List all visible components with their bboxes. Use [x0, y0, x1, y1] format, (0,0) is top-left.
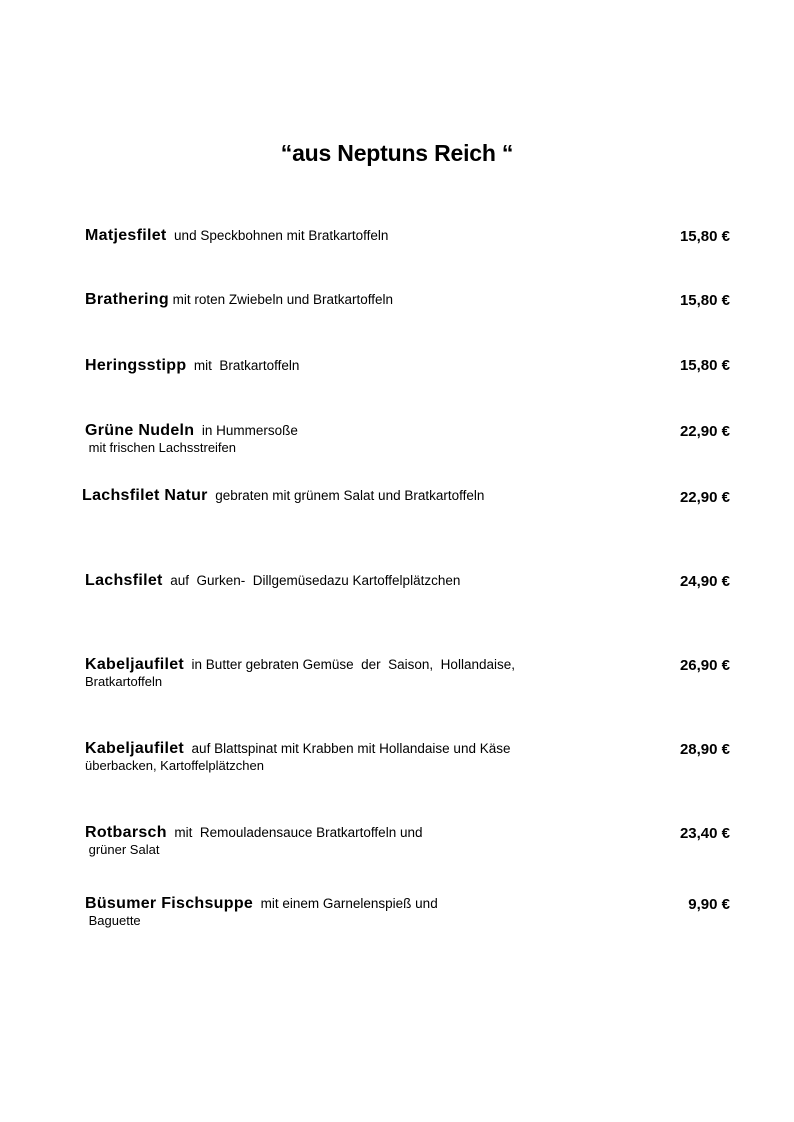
menu-item: [85, 895, 685, 929]
menu-item: [82, 487, 682, 505]
menu-item: [85, 740, 685, 774]
dish-price: 15,80 €: [679, 357, 730, 374]
menu-item-line: [85, 291, 685, 309]
menu-item-line: [85, 572, 685, 590]
dish-name: Heringsstipp: [85, 357, 187, 374]
dish-description: und Speckbohnen mit Bratkartoffeln: [166, 228, 389, 243]
menu-item-line: [85, 895, 685, 913]
dish-name: Kabeljaufilet: [85, 656, 185, 673]
dish-name: Matjesfilet: [85, 227, 167, 244]
dish-description-continued: Bratkartoffeln: [85, 674, 163, 689]
dish-price: 28,90 €: [679, 741, 730, 758]
dish-description-continued: mit frischen Lachsstreifen: [85, 440, 237, 455]
menu-item-line: [85, 227, 685, 245]
menu-item: [85, 572, 685, 590]
dish-name: Kabeljaufilet: [85, 740, 185, 757]
dish-price: 26,90 €: [679, 657, 730, 674]
dish-description: mit Remouladensauce Bratkartoffeln und: [166, 825, 423, 840]
dish-description: gebraten mit grünem Salat und Bratkartoffeln: [207, 488, 485, 503]
dish-description: mit Bratkartoffeln: [186, 358, 300, 373]
dish-price: 23,40 €: [679, 825, 730, 842]
dish-description: mit roten Zwiebeln und Bratkartoffeln: [168, 292, 394, 307]
dish-name: Rotbarsch: [85, 824, 167, 841]
dish-description: mit einem Garnelenspieß und: [253, 896, 438, 911]
menu-item-line: [85, 740, 685, 758]
dish-name: Grüne Nudeln: [85, 422, 195, 439]
menu-item: [85, 227, 685, 245]
dish-price: 24,90 €: [679, 573, 730, 590]
dish-description: in Butter gebraten Gemüse der Saison, Hollandaise,: [184, 657, 515, 672]
menu-item: [85, 824, 685, 858]
menu-item: [85, 357, 685, 375]
menu-item-line: [82, 487, 682, 505]
dish-price: 15,80 €: [679, 292, 730, 309]
dish-price: 22,90 €: [679, 423, 730, 440]
menu-item-line: [85, 824, 685, 842]
dish-description: auf Blattspinat mit Krabben mit Hollandaise und Käse: [184, 741, 511, 756]
menu-item: [85, 291, 685, 309]
dish-description: in Hummersoße: [194, 423, 298, 438]
dish-description-continued: Baguette: [85, 913, 141, 928]
dish-name: Lachsfilet: [85, 572, 163, 589]
dish-description-continued: grüner Salat: [85, 842, 160, 857]
dish-name: Lachsfilet Natur: [82, 487, 208, 504]
dish-description: auf Gurken- Dillgemüsedazu Kartoffelplätzchen: [162, 573, 461, 588]
menu-item-line: [85, 357, 685, 375]
dish-name: Brathering: [85, 291, 169, 308]
menu-item: [85, 656, 685, 690]
dish-price: 22,90 €: [679, 489, 730, 506]
dish-description-continued: überbacken, Kartoffelplätzchen: [85, 758, 264, 773]
menu-item-line: [85, 422, 685, 440]
menu-item: [85, 422, 685, 456]
dish-price: 15,80 €: [679, 228, 730, 245]
menu-title: “aus Neptuns Reich “: [280, 140, 514, 166]
dish-price: 9,90 €: [688, 896, 730, 913]
menu-item-line: [85, 656, 685, 674]
dish-name: Büsumer Fischsuppe: [85, 895, 254, 912]
